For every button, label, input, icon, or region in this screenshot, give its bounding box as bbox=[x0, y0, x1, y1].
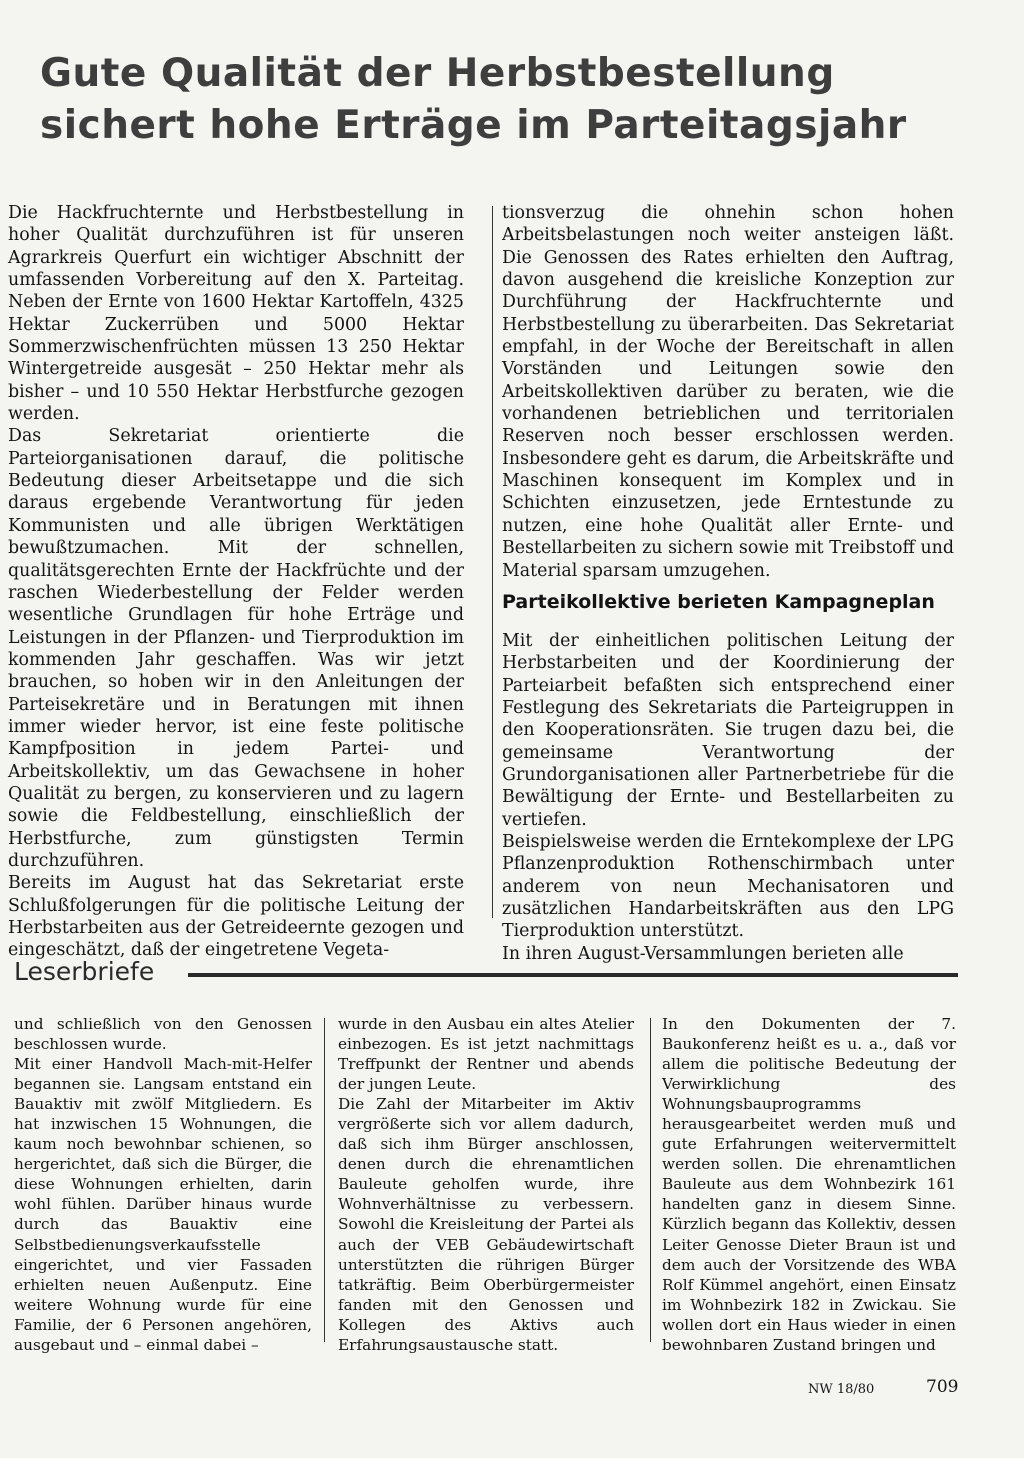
section-label: Leserbriefe bbox=[14, 957, 155, 986]
article-column-2 bbox=[502, 202, 954, 965]
article-paragraph: Die Hackfruchternte und Herbstbestellung in hoher Qualität durchzuführen ist für unseren Agrarkreis Querfurt ein wichtiger Abschnitt der umfassenden Vorbereitung auf den X. Parteitag. Neben der Ernte von 1600 Hektar Kartoffeln, 4325 Hektar Zuckerrüben und 5000 Hektar Sommerzwischenfrüchten müssen 13 250 Hektar Wintergetreide ausgesät – 250 Hektar mehr als bisher – und 10 550 Hektar Herbstfurche gezogen werden. bbox=[8, 203, 464, 425]
article-column-1 bbox=[8, 202, 464, 962]
issue-label: NW 18/80 bbox=[808, 1382, 875, 1397]
column-divider bbox=[324, 1018, 325, 1342]
article-paragraph: tionsverzug die ohnehin schon hohen Arbeitsbelastungen noch weiter ansteigen läßt. Die Genossen des Rates erhielten den Auftrag, davon ausgehend die kreisliche Konzeption zur Durchführung der Hackfruchternte und Herbstbestellung zu überarbeiten. Das Sekretariat empfahl, in der Woche der Bereitschaft in allen Vorständen und Leitungen sowie den Arbeitskollektiven darüber zu beraten, wie die vorhandenen betrieblichen und territorialen Reserven noch besser erschlossen werden. Insbesondere geht es darum, die Arbeitskräfte und Maschinen konsequent im Komplex und in Schichten einzusetzen, jede Erntestunde zu nutzen, eine hohe Qualität aller Ernte- und Bestellarbeiten zu sichern sowie mit Treibstoff und Material sparsam umzugehen. bbox=[502, 203, 954, 581]
article-paragraph: In ihren August-Versammlungen berieten alle bbox=[502, 943, 904, 964]
article-paragraph: Beispielsweise werden die Erntekomplexe der LPG Pflanzenproduktion Rothenschirmbach unter anderem von neun Mechanisatoren und zusätzlichen Handarbeitskräften aus den LPG Tierproduktion unterstützt. bbox=[502, 831, 954, 942]
headline-line-2: sichert hohe Erträge im Parteitagsjahr bbox=[40, 103, 907, 148]
page-number: 709 bbox=[926, 1377, 959, 1397]
section-rule bbox=[188, 973, 958, 977]
article-subheading: Parteikollektive berieten Kampagneplan bbox=[502, 590, 935, 613]
headline-line-1: Gute Qualität der Herbstbestellung bbox=[40, 51, 835, 96]
headline bbox=[40, 48, 940, 152]
column-divider bbox=[650, 1018, 651, 1342]
letter-paragraph: wurde in den Ausbau ein altes Atelier einbezogen. Es ist jetzt nachmittags Treffpunkt der Rentner und abends der jungen Leute. bbox=[338, 1015, 634, 1094]
letter-paragraph: Die Zahl der Mitarbeiter im Aktiv vergrößerte sich vor allem dadurch, daß sich ihm Bürger anschlossen, denen durch die ehrenamtlichen Bauleute geholfen wurde, ihre Wohnverhältnisse zu verbessern. Sowohl die Kreisleitung der Partei als auch der VEB Gebäudewirtschaft unterstützten die rührigen Bürger tatkräftig. Beim Oberbürgermeister fanden mit den Genossen und Kollegen des Aktivs auch Erfahrungsaustausche statt. bbox=[338, 1095, 634, 1354]
letters-column-2 bbox=[338, 1014, 634, 1355]
letters-column-3 bbox=[662, 1014, 956, 1355]
article-paragraph: Mit der einheitlichen politischen Leitung der Herbstarbeiten und der Koordinierung der Parteiarbeit befaßten sich entsprechend einer Festlegung des Sekretariats die Parteigruppen in den Kooperationsräten. Sie trugen dazu bei, die gemeinsame Verantwortung der Grundorganisationen aller Partnerbetriebe für die Bewältigung der Ernte- und Bestellarbeiten zu vertiefen. bbox=[502, 630, 954, 830]
article-paragraph: Bereits im August hat das Sekretariat erste Schlußfolgerungen für die politische Leitung der Herbstarbeiten aus der Getreideernte gezogen und eingeschätzt, daß der eingetretene Vegeta- bbox=[8, 873, 464, 961]
letter-paragraph: Mit einer Handvoll Mach-mit-Helfer begannen sie. Langsam entstand ein Bauaktiv mit zwölf Mitgliedern. Es hat inzwischen 15 Wohnungen, die kaum noch bewohnbar schienen, so hergerichtet, daß sich die Bürger, die diese Wohnungen erhielten, darin wohl fühlen. Darüber hinaus wurde durch das Bauaktiv eine Selbstbedienungsverkaufsstelle eingerichtet, und vier Fassaden erhielten neuen Außenputz. Eine weitere Wohnung wurde für eine Familie, der 6 Personen angehören, ausgebaut und – einmal dabei – bbox=[14, 1055, 312, 1354]
letter-paragraph: In den Dokumenten der 7. Baukonferenz heißt es u. a., daß vor allem die politische Bedeutung der Verwirklichung des Wohnungsbauprogramms herausgearbeitet werden muß und gute Erfahrungen weitervermittelt werden sollen. Die ehrenamtlichen Bauleute aus dem Wohnbezirk 161 handelten ganz in diesem Sinne. Kürzlich begann das Kollektiv, dessen Leiter Genosse Dieter Braun ist und dem auch der Vorsitzende des WBA Rolf Kümmel angehört, einen Einsatz im Wohnbezirk 182 in Zwickau. Sie wollen dort ein Haus wieder in einen bewohnbaren Zustand bringen und bbox=[662, 1015, 956, 1354]
letters-column-1 bbox=[14, 1014, 312, 1355]
column-divider bbox=[492, 206, 493, 918]
letter-paragraph: und schließlich von den Genossen beschlossen wurde. bbox=[14, 1015, 312, 1054]
article-paragraph: Das Sekretariat orientierte die Parteiorganisationen darauf, die politische Bedeutung dieser Arbeitsetappe und die sich daraus ergebende Verantwortung für jeden Kommunisten und alle übrigen Werktätigen bewußtzumachen. Mit der schnellen, qualitätsgerechten Ernte der Hackfrüchte und der raschen Wiederbestellung der Felder werden wesentliche Grundlagen für hohe Erträge und Leistungen in der Pflanzen- und Tierproduktion im kommenden Jahr geschaffen. Was wir jetzt brauchen, so hoben wir in den Anleitungen der Parteisekretäre und in Beratungen mit ihnen immer wieder hervor, ist eine feste politische Kampfposition in jedem Partei- und Arbeitskollektiv, um das Gewachsene in hoher Qualität zu bergen, zu konservieren und zu lagern sowie die Feldbestellung, einschließlich der Herbstfurche, zum günstigsten Termin durchzuführen. bbox=[8, 426, 464, 871]
